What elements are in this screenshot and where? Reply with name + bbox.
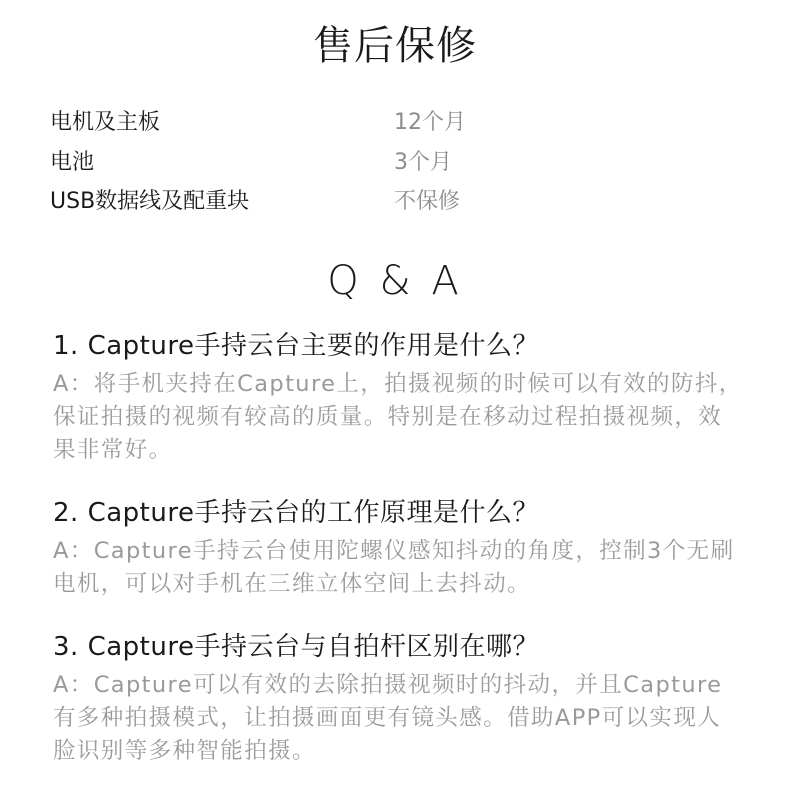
warranty-item: USB数据线及配重块 (50, 189, 250, 214)
qa-answer: A：Capture可以有效的去除拍摄视频时的抖动，并且Capture有多种拍摄模式，让拍摄画面更有镜头感。借助APP可以实现人脸识别等多种智能拍摄。 (53, 672, 723, 764)
qa-question: 2. Capture手持云台的工作原理是什么？ (53, 498, 539, 528)
warranty-title: 售后保修 (313, 23, 477, 69)
qa-item-3 (53, 627, 743, 768)
warranty-period: 12个月 (394, 110, 466, 135)
qa-answer: A：将手机夹持在Capture上，拍摄视频的时候可以有效的防抖，保证拍摄的视频有较高的质量。特别是在移动过程拍摄视频，效果非常好。 (53, 371, 743, 463)
warranty-row-usb (50, 182, 710, 222)
qa-list (53, 326, 743, 794)
qa-item-1 (53, 326, 743, 467)
warranty-period: 3个月 (394, 149, 452, 175)
warranty-item: 电池 (50, 149, 95, 175)
qa-question: 3. Capture手持云台与自拍杆区别在哪？ (53, 632, 539, 662)
warranty-table (50, 103, 710, 222)
qa-question: 1. Capture手持云台主要的作用是什么？ (53, 331, 539, 361)
warranty-item: 电机及主板 (50, 110, 161, 135)
qa-item-2 (53, 493, 743, 601)
qa-answer: A：Capture手持云台使用陀螺仪感知抖动的角度，控制3个无刷电机，可以对手机在三维立体空间上去抖动。 (53, 538, 735, 597)
warranty-row-battery (50, 143, 710, 183)
qa-title: Q & A (327, 258, 463, 304)
warranty-period: 不保修 (394, 189, 461, 214)
warranty-row-motor (50, 103, 710, 143)
